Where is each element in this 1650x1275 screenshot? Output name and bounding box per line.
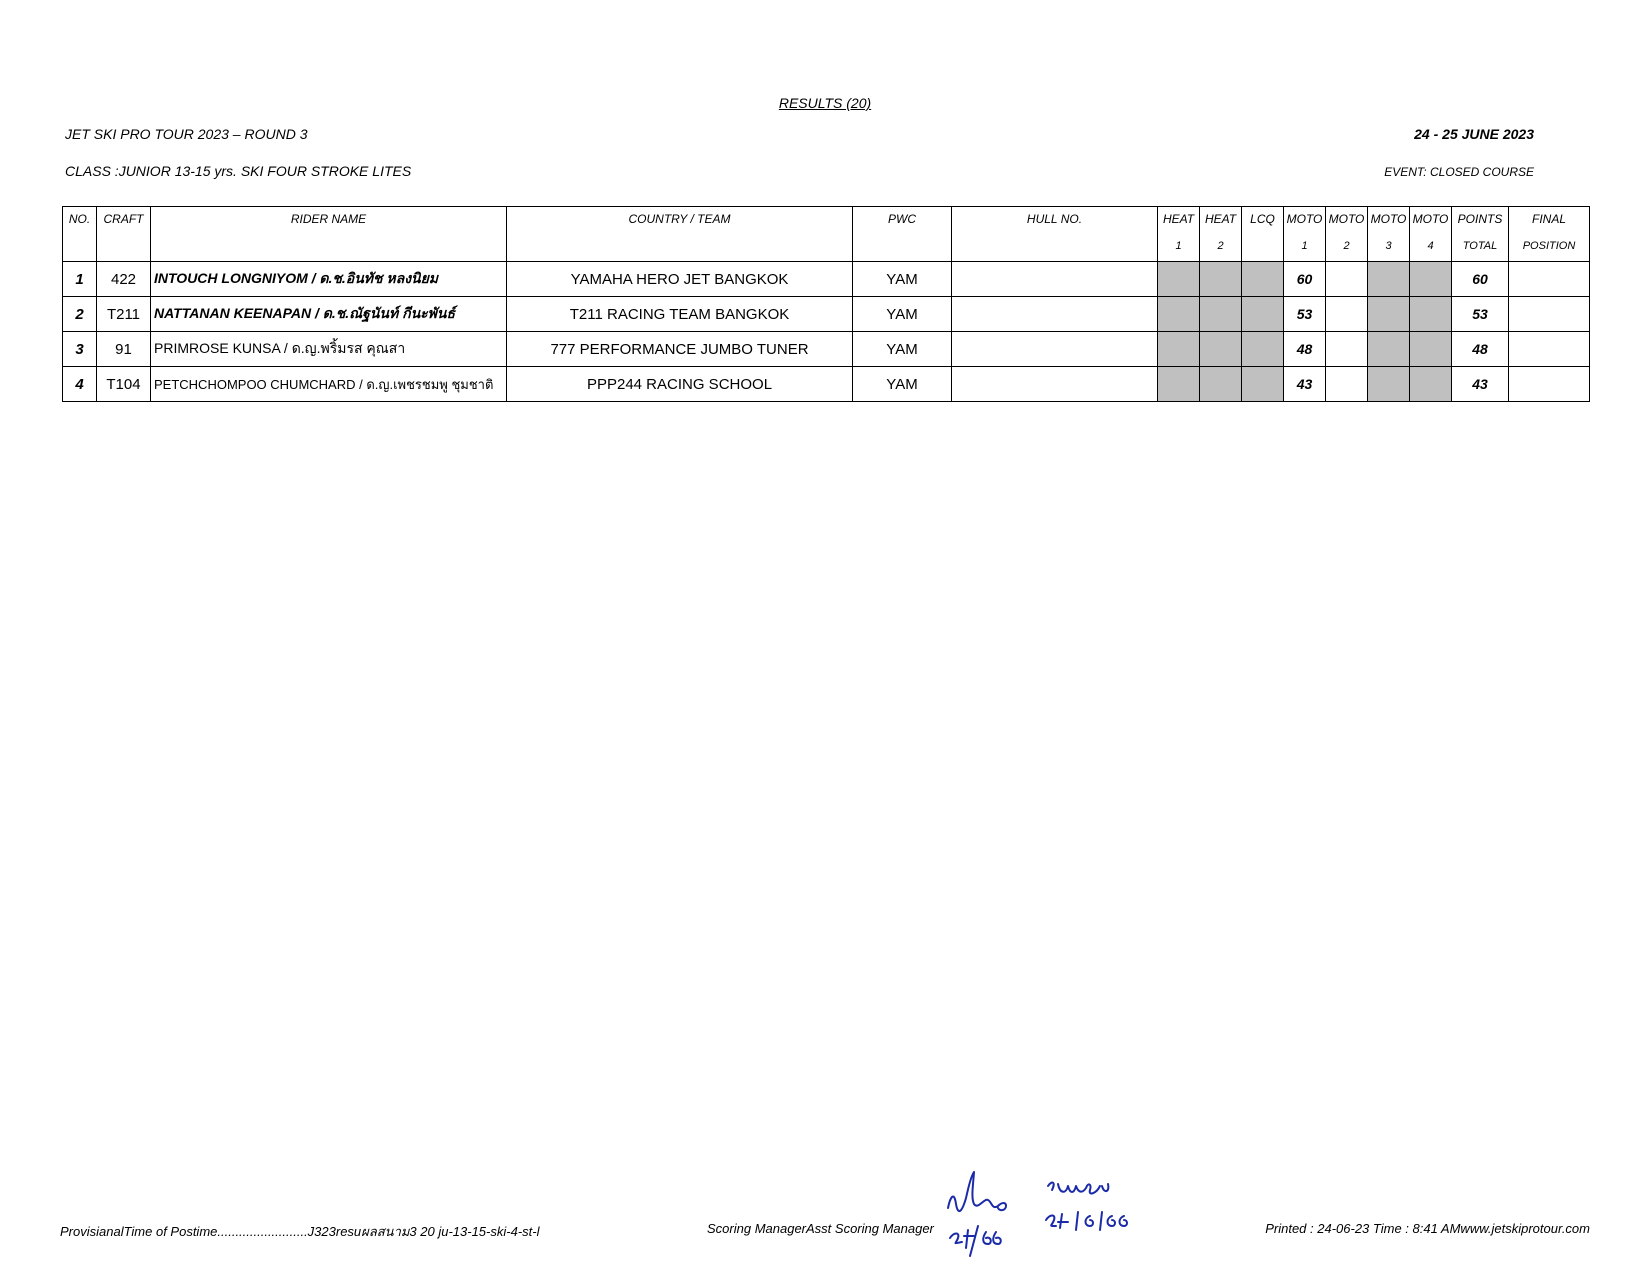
cell-no: 1 <box>63 262 97 297</box>
col-moto1: MOTO 1 <box>1284 207 1326 262</box>
cell-lcq <box>1242 332 1284 367</box>
cell-final-position <box>1509 297 1590 332</box>
cell-hull <box>952 367 1158 402</box>
table-row <box>63 262 1590 297</box>
col-lcq: LCQ <box>1242 207 1284 262</box>
table-row <box>63 367 1590 402</box>
cell-team: T211 RACING TEAM BANGKOK <box>507 297 853 332</box>
col-moto3: MOTO 3 <box>1368 207 1410 262</box>
cell-points-total: 53 <box>1452 297 1509 332</box>
signature-2 <box>1048 1183 1108 1194</box>
cell-craft: T104 <box>97 367 151 402</box>
cell-points-total: 43 <box>1452 367 1509 402</box>
cell-craft: T211 <box>97 297 151 332</box>
cell-pwc: YAM <box>853 332 952 367</box>
cell-heat2 <box>1200 332 1242 367</box>
footer-printed-info: Printed : 24-06-23 Time : 8:41 AMwww.jetskiprotour.com <box>1265 1221 1590 1236</box>
cell-pwc: YAM <box>853 262 952 297</box>
cell-moto2 <box>1326 332 1368 367</box>
cell-heat1 <box>1158 297 1200 332</box>
col-no: NO. <box>63 207 97 262</box>
cell-rider: NATTANAN KEENAPAN / ด.ช.ณัฐนันท์ กีนะพันธ์ <box>151 297 507 332</box>
col-craft: CRAFT <box>97 207 151 262</box>
event-type: EVENT: CLOSED COURSE <box>1384 165 1534 179</box>
cell-moto2 <box>1326 367 1368 402</box>
col-hull: HULL NO. <box>952 207 1158 262</box>
cell-moto1: 43 <box>1284 367 1326 402</box>
cell-rider: PETCHCHOMPOO CHUMCHARD / ด.ญ.เพชรชมพู ชุมชาติ <box>151 367 507 402</box>
footer-scoring-managers: Scoring ManagerAsst Scoring Manager <box>707 1221 934 1236</box>
cell-pwc: YAM <box>853 297 952 332</box>
cell-moto4 <box>1410 332 1452 367</box>
cell-craft: 91 <box>97 332 151 367</box>
handwritten-signatures <box>940 1168 1140 1258</box>
table-row <box>63 297 1590 332</box>
cell-heat1 <box>1158 262 1200 297</box>
cell-team: 777 PERFORMANCE JUMBO TUNER <box>507 332 853 367</box>
event-dates: 24 - 25 JUNE 2023 <box>1414 126 1534 142</box>
cell-moto4 <box>1410 297 1452 332</box>
cell-final-position <box>1509 367 1590 402</box>
cell-heat2 <box>1200 367 1242 402</box>
cell-moto3 <box>1368 332 1410 367</box>
cell-rider: PRIMROSE KUNSA / ด.ญ.พริ้มรส คุณสา <box>151 332 507 367</box>
col-heat1: HEAT 1 <box>1158 207 1200 262</box>
col-points-total: POINTS TOTAL <box>1452 207 1509 262</box>
cell-moto3 <box>1368 297 1410 332</box>
col-moto4: MOTO 4 <box>1410 207 1452 262</box>
results-title: RESULTS (20) <box>778 95 872 111</box>
col-final-position: FINAL POSITION <box>1509 207 1590 262</box>
cell-points-total: 60 <box>1452 262 1509 297</box>
cell-no: 2 <box>63 297 97 332</box>
cell-moto4 <box>1410 262 1452 297</box>
cell-pwc: YAM <box>853 367 952 402</box>
cell-final-position <box>1509 262 1590 297</box>
results-table <box>62 206 1590 402</box>
cell-craft: 422 <box>97 262 151 297</box>
col-heat2: HEAT 2 <box>1200 207 1242 262</box>
cell-lcq <box>1242 262 1284 297</box>
cell-moto3 <box>1368 367 1410 402</box>
col-team: COUNTRY / TEAM <box>507 207 853 262</box>
cell-lcq <box>1242 367 1284 402</box>
class-label: CLASS :JUNIOR 13-15 yrs. SKI FOUR STROKE LITES <box>65 163 412 179</box>
cell-hull <box>952 262 1158 297</box>
cell-team: YAMAHA HERO JET BANGKOK <box>507 262 853 297</box>
cell-heat1 <box>1158 367 1200 402</box>
signature-1-date <box>950 1226 1001 1256</box>
footer-provisional-note: ProvisianalTime of Postime.........................J323resuผลสนาม3 20 ju-13-15-ski-4-st-l <box>60 1224 540 1239</box>
signature-2-date <box>1046 1212 1127 1230</box>
col-rider: RIDER NAME <box>151 207 507 262</box>
cell-heat2 <box>1200 297 1242 332</box>
cell-moto1: 53 <box>1284 297 1326 332</box>
signature-1 <box>948 1172 1006 1211</box>
cell-moto4 <box>1410 367 1452 402</box>
cell-no: 3 <box>63 332 97 367</box>
cell-hull <box>952 297 1158 332</box>
cell-hull <box>952 332 1158 367</box>
cell-heat1 <box>1158 332 1200 367</box>
cell-no: 4 <box>63 367 97 402</box>
col-moto2: MOTO 2 <box>1326 207 1368 262</box>
table-row <box>63 332 1590 367</box>
table-header-row <box>63 207 1590 262</box>
event-title: JET SKI PRO TOUR 2023 – ROUND 3 <box>65 126 308 142</box>
cell-moto2 <box>1326 297 1368 332</box>
cell-team: PPP244 RACING SCHOOL <box>507 367 853 402</box>
cell-points-total: 48 <box>1452 332 1509 367</box>
cell-moto1: 60 <box>1284 262 1326 297</box>
cell-lcq <box>1242 297 1284 332</box>
cell-moto1: 48 <box>1284 332 1326 367</box>
cell-rider: INTOUCH LONGNIYOM / ด.ช.อินทัช หลงนิยม <box>151 262 507 297</box>
cell-moto3 <box>1368 262 1410 297</box>
cell-moto2 <box>1326 262 1368 297</box>
col-pwc: PWC <box>853 207 952 262</box>
cell-heat2 <box>1200 262 1242 297</box>
cell-final-position <box>1509 332 1590 367</box>
